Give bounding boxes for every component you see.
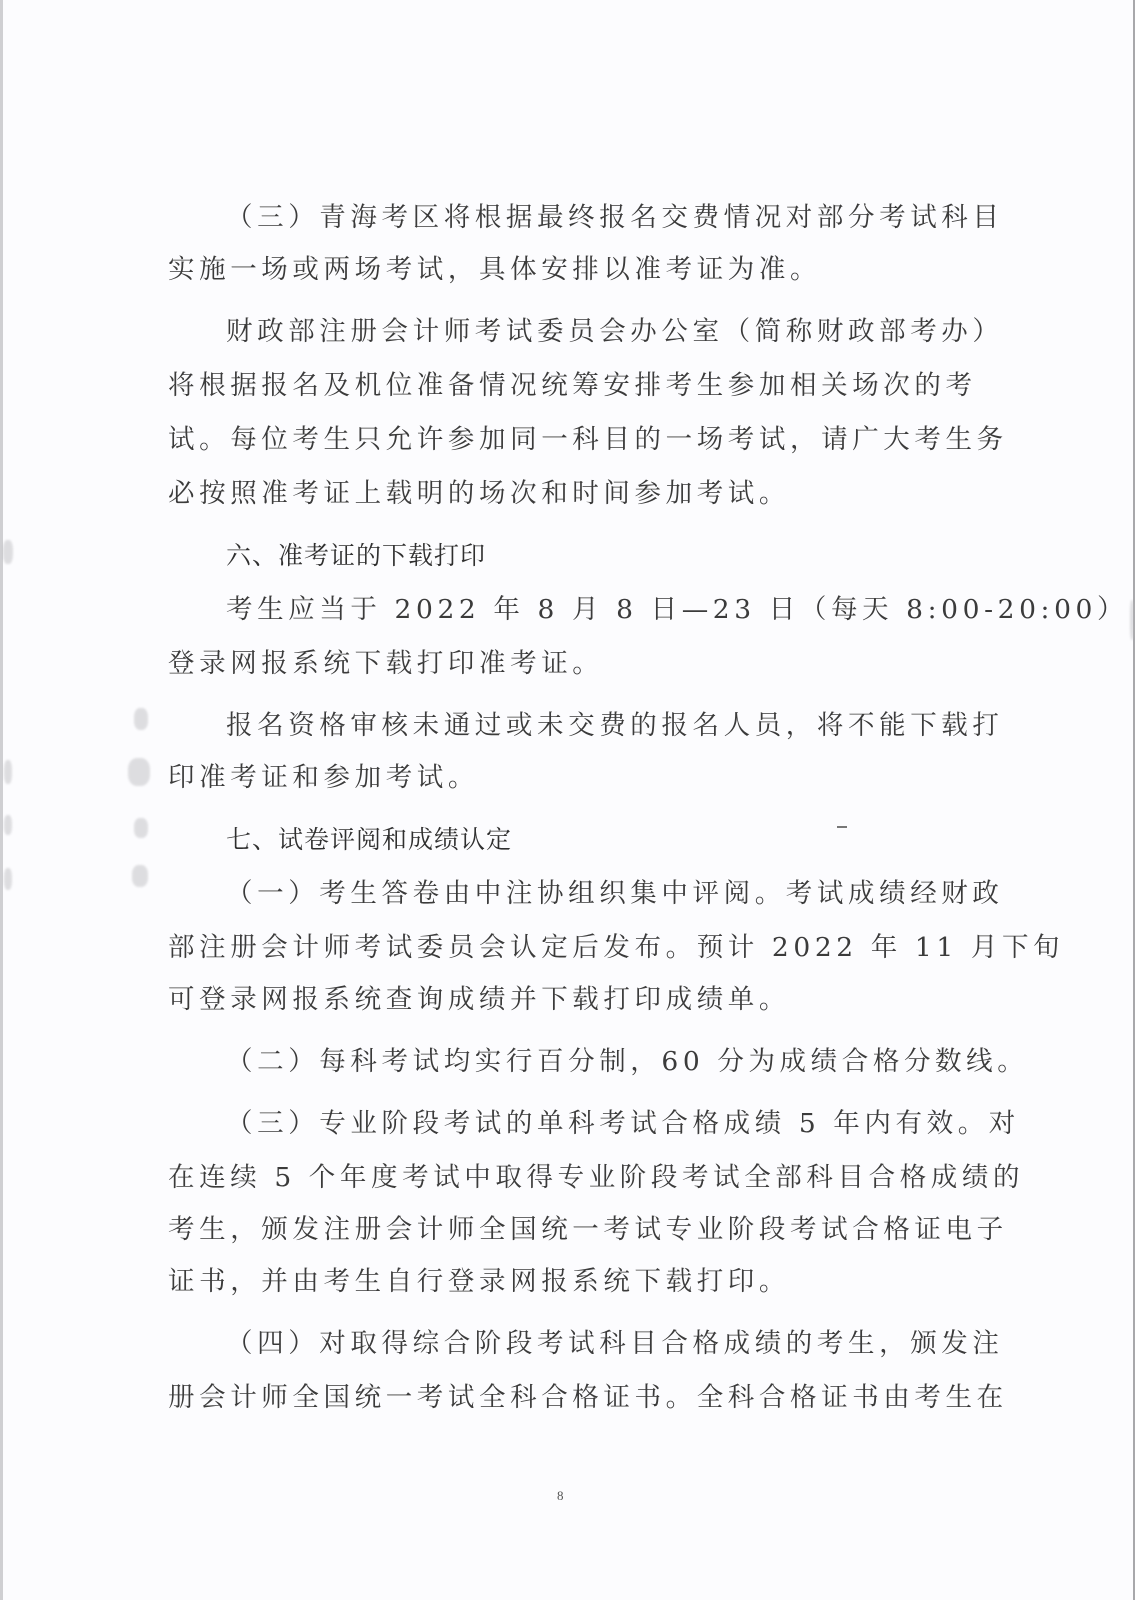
- paragraph-line: 登录网报系统下载打印准考证。: [168, 648, 604, 679]
- paragraph-line: （一）考生答卷由中注协组织集中评阅。考试成绩经财政: [226, 878, 1004, 909]
- paragraph-line: （三）青海考区将根据最终报名交费情况对部分考试科目: [226, 202, 1004, 233]
- paragraph-line: （三）专业阶段考试的单科考试合格成绩 5 年内有效。对: [226, 1108, 1020, 1139]
- paragraph-line: （二）每科考试均实行百分制，60 分为成绩合格分数线。: [226, 1046, 1029, 1077]
- paragraph-line: 报名资格审核未通过或未交费的报名人员，将不能下载打: [226, 710, 1004, 741]
- paragraph-line: 财政部注册会计师考试委员会办公室（简称财政部考办）: [226, 316, 1004, 347]
- paragraph-line: 将根据报名及机位准备情况统筹安排考生参加相关场次的考: [168, 370, 977, 401]
- scan-smudge: [4, 760, 12, 784]
- paragraph-line: 证书，并由考生自行登录网报系统下载打印。: [168, 1266, 790, 1297]
- stray-mark: [837, 826, 847, 828]
- scan-smudge: [1130, 600, 1134, 640]
- paragraph-line: 考生应当于 2022 年 8 月 8 日—23 日（每天 8:00-20:00）: [226, 594, 1129, 625]
- paragraph-line: 实施一场或两场考试，具体安排以准考证为准。: [168, 254, 822, 285]
- scan-smudge: [134, 708, 148, 730]
- paragraph-line: 印准考证和参加考试。: [168, 762, 479, 793]
- page-number: 8: [557, 1488, 564, 1503]
- scan-smudge: [4, 868, 12, 890]
- paragraph-line: 部注册会计师考试委员会认定后发布。预计 2022 年 11 月下旬: [168, 932, 1065, 963]
- paragraph-line: 册会计师全国统一考试全科合格证书。全科合格证书由考生在: [168, 1382, 1008, 1413]
- paragraph-line: 试。每位考生只允许参加同一科目的一场考试，请广大考生务: [168, 424, 1008, 455]
- scan-smudge: [3, 540, 13, 564]
- scan-smudge: [128, 758, 150, 786]
- paragraph-line: （四）对取得综合阶段考试科目合格成绩的考生，颁发注: [226, 1328, 1004, 1359]
- section-heading-6: 六、准考证的下载打印: [226, 541, 487, 570]
- scan-smudge: [134, 818, 148, 838]
- paragraph-line: 考生，颁发注册会计师全国统一考试专业阶段考试合格证电子: [168, 1214, 1008, 1245]
- scan-left-edge: [0, 0, 3, 1600]
- scan-smudge: [4, 815, 12, 835]
- paragraph-line: 可登录网报系统查询成绩并下载打印成绩单。: [168, 984, 790, 1015]
- scan-smudge: [132, 865, 148, 887]
- paragraph-line: 在连续 5 个年度考试中取得专业阶段考试全部科目合格成绩的: [168, 1162, 1025, 1193]
- section-heading-7: 七、试卷评阅和成绩认定: [226, 825, 513, 854]
- paragraph-line: 必按照准考证上载明的场次和时间参加考试。: [168, 478, 790, 509]
